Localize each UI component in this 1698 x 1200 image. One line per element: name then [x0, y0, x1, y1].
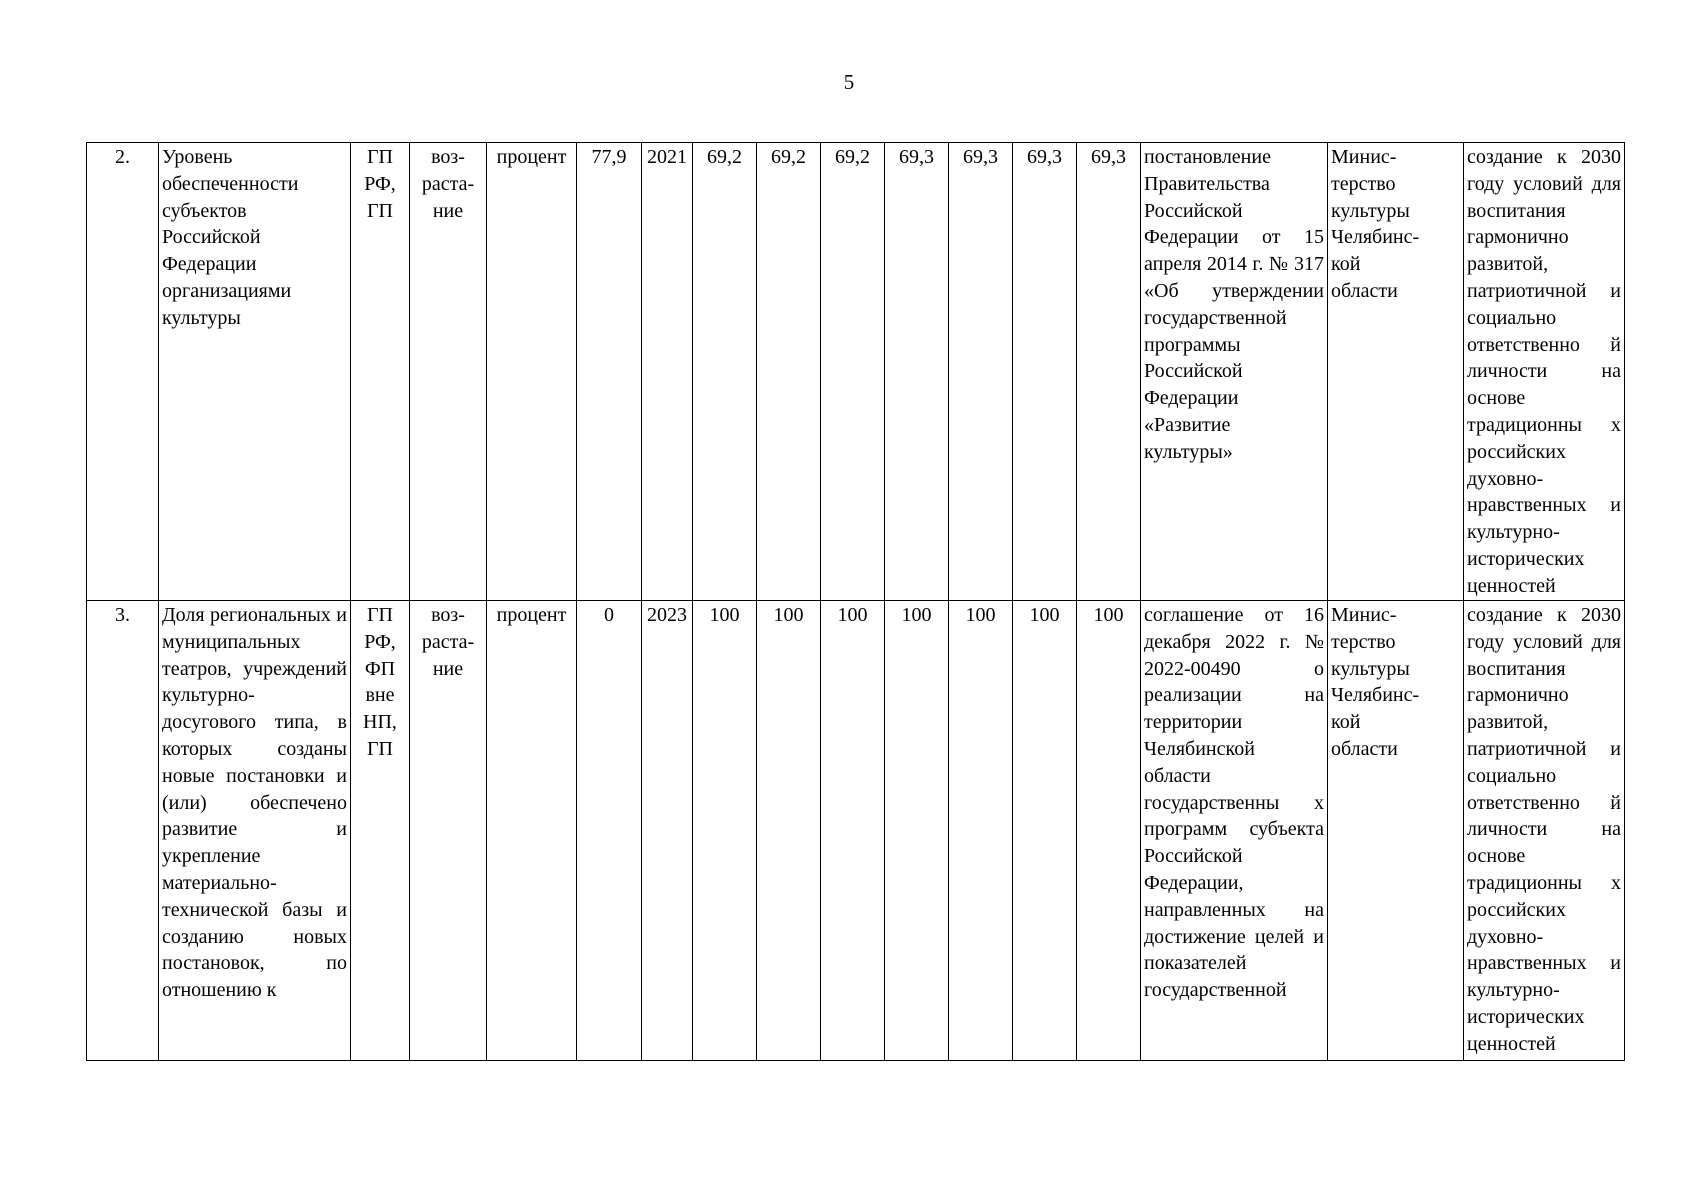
base-value: 0	[577, 601, 642, 1061]
base-year: 2023	[642, 601, 693, 1061]
year-value: 100	[885, 601, 949, 1061]
legal-document: постановление Правительства Российской Федерации от 15 апреля 2014 г. № 317 «Об утверждении государственной программы Российской Федерации «Развитие культуры»	[1141, 143, 1328, 601]
responsible-body: Минис- терство культуры Челябинс- кой области	[1328, 143, 1464, 601]
page-number: 5	[843, 70, 855, 94]
legal-document: соглашение от 16 декабря 2022 г. № 2022-00490 о реализации на территории Челябинской области государственны х программ субъекта Российской Федерации, направленных на достижение целей и показателей государственной	[1141, 601, 1328, 1061]
year-value: 69,2	[821, 143, 885, 601]
indicators-table	[86, 142, 1625, 1061]
year-value: 69,3	[885, 143, 949, 601]
year-value: 69,3	[1013, 143, 1077, 601]
indicator-name: Уровень обеспеченности субъектов Российской Федерации организациями культуры	[159, 143, 351, 601]
indicator-trend: воз- раста- ние	[410, 601, 487, 1061]
indicator-name: Доля региональных и муниципальных театров, учреждений культурно-досугового типа, в которых созданы новые постановки и (или) обеспечено развитие и укрепление материально-технической базы и созданию новых постановок, по отношению к	[159, 601, 351, 1061]
year-value: 69,3	[1077, 143, 1141, 601]
year-value: 100	[821, 601, 885, 1061]
year-value: 100	[1013, 601, 1077, 1061]
year-value: 69,2	[693, 143, 757, 601]
indicator-level: ГП РФ, ГП	[351, 143, 410, 601]
table-row	[87, 143, 1625, 601]
year-value: 100	[949, 601, 1013, 1061]
base-value: 77,9	[577, 143, 642, 601]
base-year: 2021	[642, 143, 693, 601]
national-goal: создание к 2030 году условий для воспитания гармонично развитой, патриотичной и социально ответственно й личности на основе традиционны х российских духовно-нравственных и культурно-исторических ценностей	[1464, 601, 1625, 1061]
row-number: 2.	[87, 143, 159, 601]
year-value: 100	[693, 601, 757, 1061]
row-number: 3.	[87, 601, 159, 1061]
year-value: 69,3	[949, 143, 1013, 601]
responsible-body: Минис- терство культуры Челябинс- кой области	[1328, 601, 1464, 1061]
year-value: 100	[757, 601, 821, 1061]
year-value: 100	[1077, 601, 1141, 1061]
indicator-level: ГП РФ, ФП вне НП, ГП	[351, 601, 410, 1061]
unit: процент	[487, 143, 577, 601]
year-value: 69,2	[757, 143, 821, 601]
indicator-trend: воз- раста- ние	[410, 143, 487, 601]
table-row	[87, 601, 1625, 1061]
unit: процент	[487, 601, 577, 1061]
national-goal: создание к 2030 году условий для воспитания гармонично развитой, патриотичной и социально ответственно й личности на основе традиционны х российских духовно-нравственных и культурно-исторических ценностей	[1464, 143, 1625, 601]
